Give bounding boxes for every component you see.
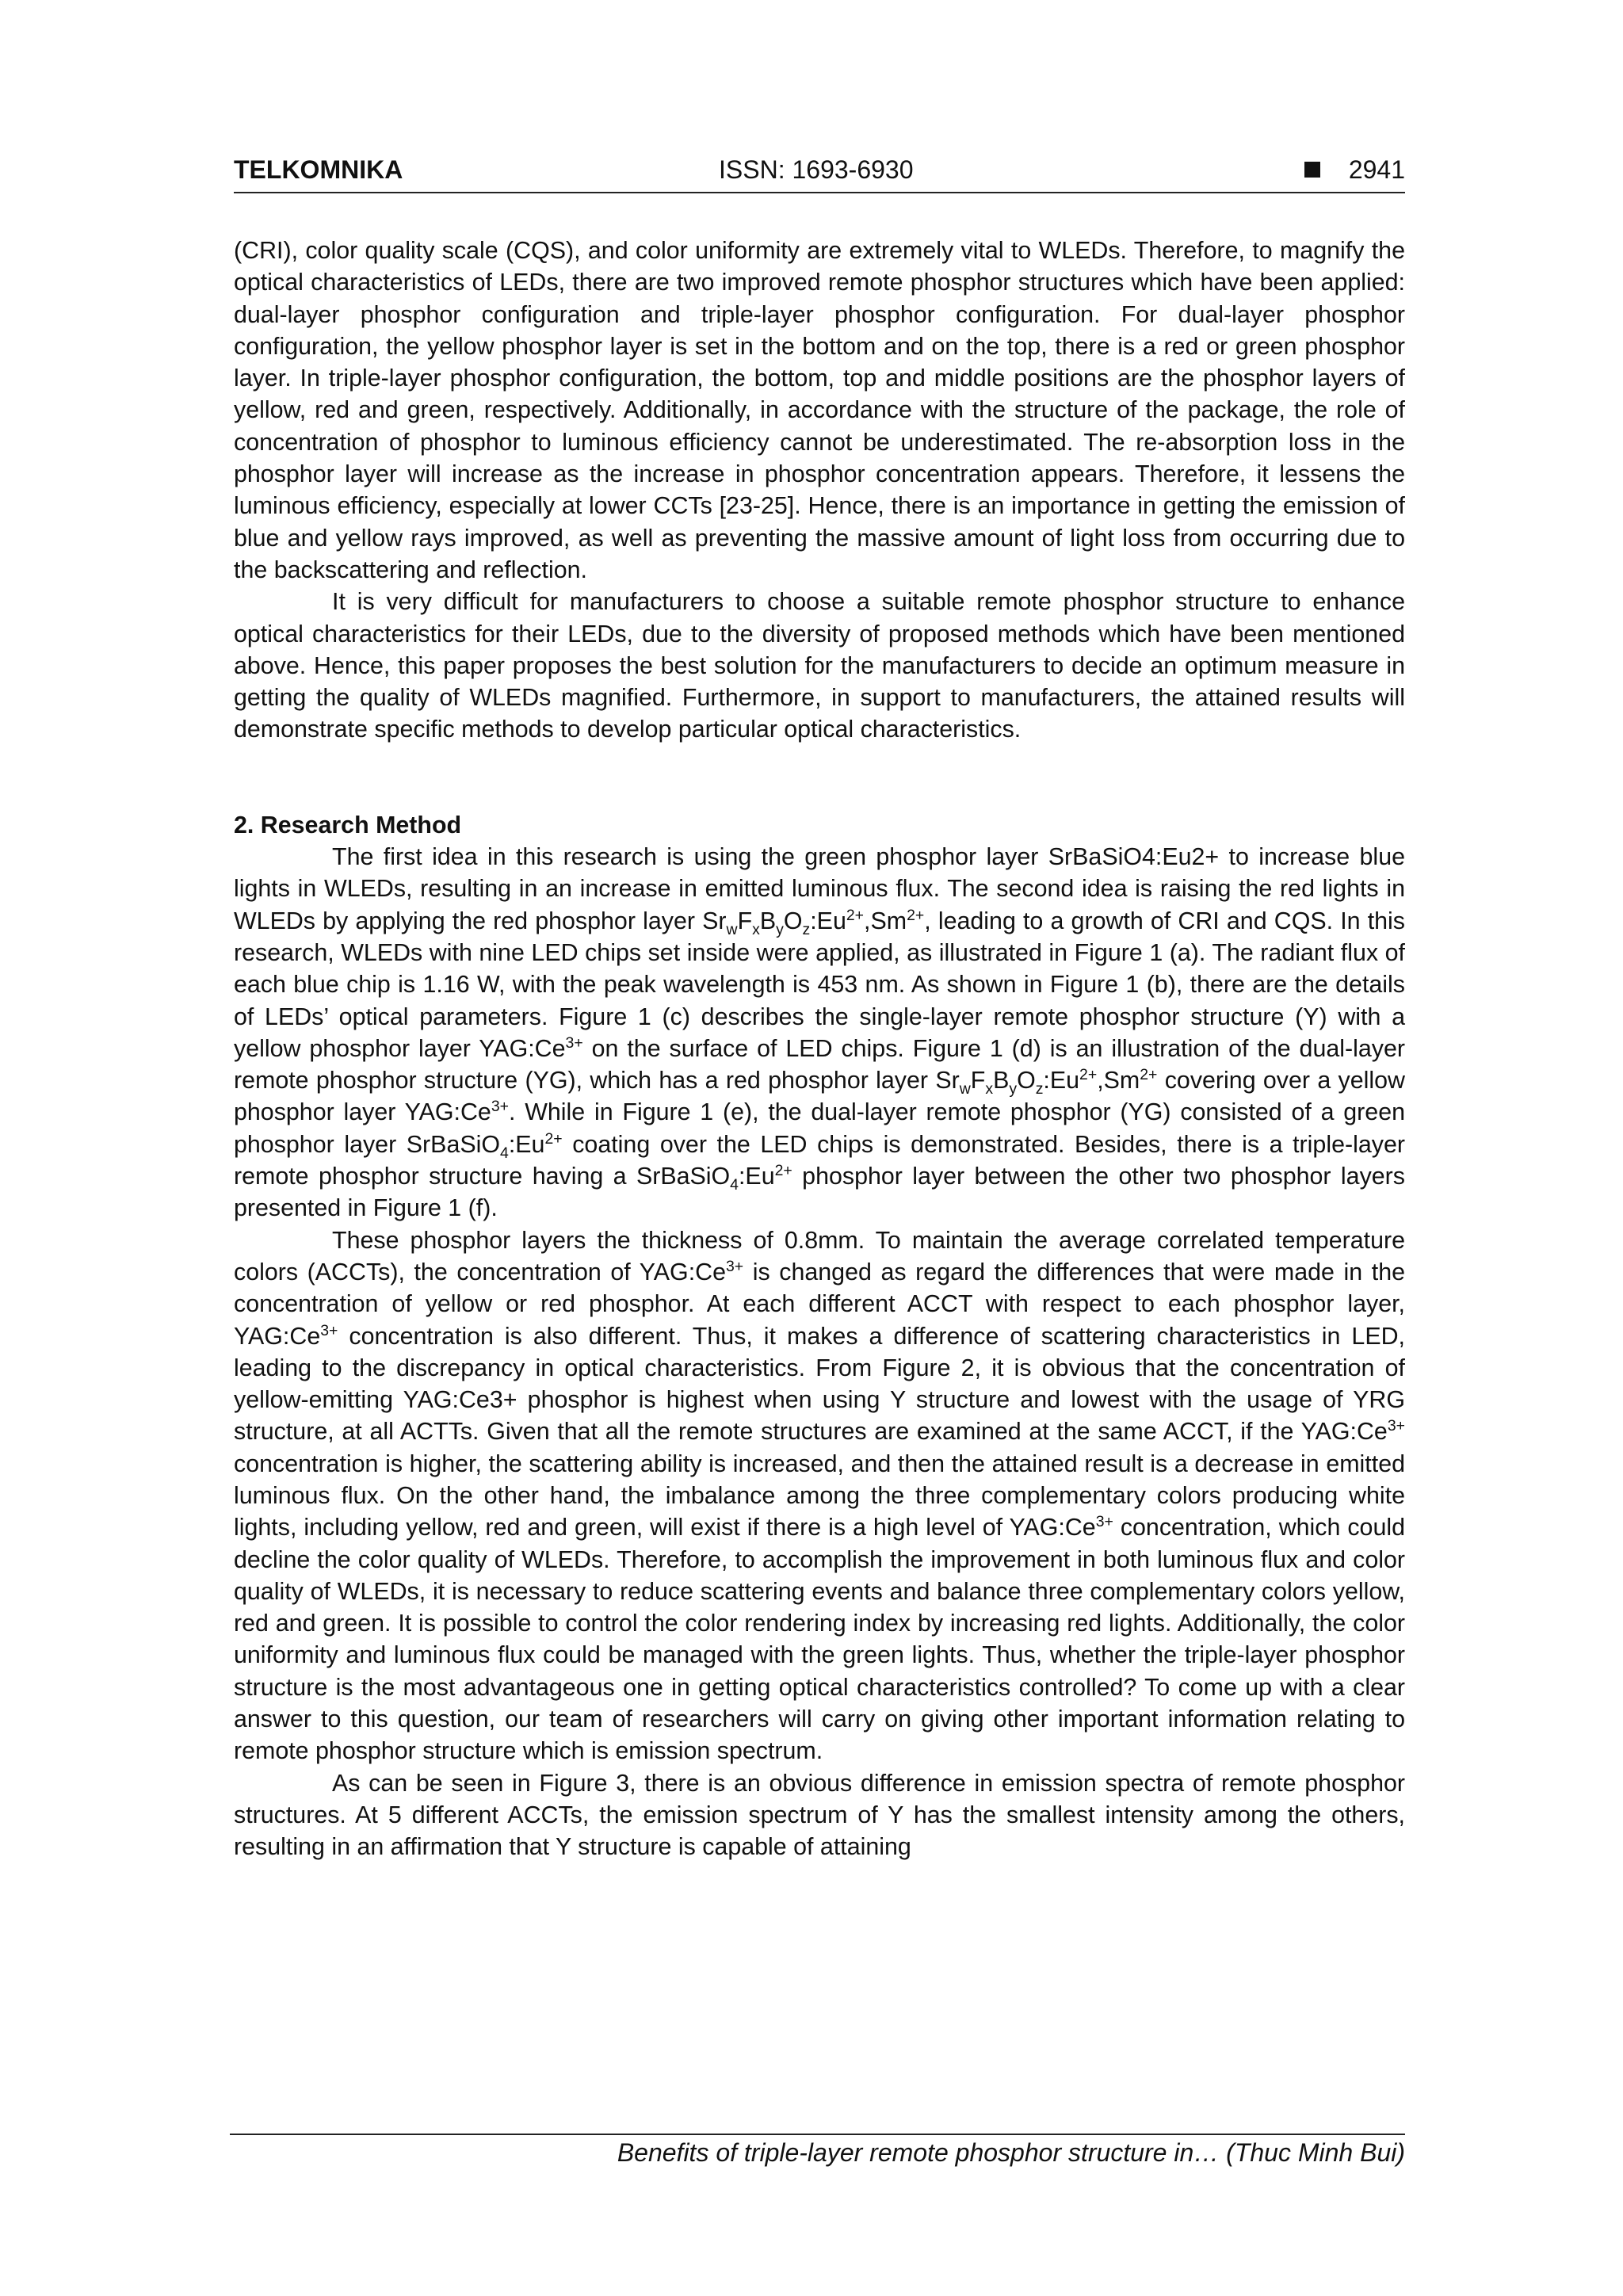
paragraph: These phosphor layers the thickness of 0.8mm. To maintain the average correlated temperature colors (ACCTs), the concentration of $YAG:Ce^{3+}$ is changed as regard the differences that were made in the concentration of yellow or red phosphor. At each different ACCT with respect to each phosphor layer, $YAG:Ce^{3+}$ concentration is also different. Thus, it makes a difference of scattering characteristics in LED, leading to the discrepancy in optical characteristics. From Figure 2, it is obvious that the concentration of yellow-emitting YAG:Ce3+ phosphor is highest when using Y structure and lowest with the usage of YRG structure, at all ACTTs. Given that all the remote structures are examined at the same ACCT, if the $YAG:Ce^{3+}$ concentration is higher, the scattering ability is increased, and then the attained result is a decrease in emitted luminous flux. On the other hand, the imbalance among the three complementary colors producing white lights, including yellow, red and green, will exist if there is a high level of $YAG:Ce^{3+}$ concentration, which could decline the color quality of WLEDs. Therefore, to accomplish the improvement in both luminous flux and color quality of WLEDs, it is necessary to reduce scattering events and balance three complementary colors yellow, red and green. It is possible to control the color rendering index by increasing red lights. Additionally, the color uniformity and luminous flux could be managed with the green lights. Thus, whether the triple-layer phosphor structure is the most advantageous one in getting optical characteristics controlled? To come up with a clear answer to this question, our team of researchers will carry on giving other important information relating to remote phosphor structure which is emission spectrum. (234, 1226, 1406, 1765)
page-number-block (1304, 155, 1405, 185)
paragraph: As can be seen in Figure 3, there is an obvious difference in emission spectra of remote phosphor structures. At 5 different ACCTs, the emission spectrum of Y has the smallest intensity among the others, resulting in an affirmation that Y structure is capable of attaining (234, 1769, 1405, 1861)
running-footer: Benefits of triple-layer remote phosphor structure in… (Thuc Minh Bui) (617, 2138, 1405, 2167)
journal-name: TELKOMNIKA (234, 155, 403, 184)
square-bullet-icon (1304, 162, 1320, 178)
page-number: 2941 (1348, 155, 1405, 184)
body-text (234, 235, 1405, 1863)
running-header (234, 155, 1405, 193)
paragraph: The first idea in this research is using the green phosphor layer SrBaSiO4:Eu2+ to increase blue lights in WLEDs, resulting in an increase in emitted luminous flux. The second idea is raising the red lights in WLEDs by applying the red phosphor layer $Sr_wF_xB_yO_z:Eu^{2+},Sm^{2+}$, leading to a growth of CRI and CQS. In this research, WLEDs with nine LED chips set inside were applied, as illustrated in Figure 1 (a). The radiant flux of each blue chip is 1.16 W, with the peak wavelength is 453 nm. As shown in Figure 1 (b), there are the details of LEDs’ optical parameters. Figure 1 (c) describes the single-layer remote phosphor structure (Y) with a yellow phosphor layer $YAG:Ce^{3+}$ on the surface of LED chips. Figure 1 (d) is an illustration of the dual-layer remote phosphor structure (YG), which has a red phosphor layer $Sr_wF_xB_yO_z:Eu^{2+},Sm^{2+}$ covering over a yellow phosphor layer $YAG:Ce^{3+}$. While in Figure 1 (e), the dual-layer remote phosphor (YG) consisted of a green phosphor layer $SrBaSiO_4:Eu^{2+}$ coating over the LED chips is demonstrated. Besides, there is a triple-layer remote phosphor structure having a $SrBaSiO_4:Eu^{2+}$ phosphor layer between the other two phosphor layers presented in Figure 1 (f). (234, 843, 1406, 1222)
paragraph: (CRI), color quality scale (CQS), and color uniformity are extremely vital to WLEDs. Therefore, to magnify the optical characteristics of LEDs, there are two improved remote phosphor structures which have been applied: dual-layer phosphor configuration and triple-layer phosphor configuration. For dual-layer phosphor configuration, the yellow phosphor layer is set in the bottom and on the top, there is a red or green phosphor layer. In triple-layer phosphor configuration, the bottom, top and middle positions are the phosphor layers of yellow, red and green, respectively. Additionally, in accordance with the structure of the package, the role of concentration of phosphor to luminous efficiency cannot be underestimated. The re-absorption loss in the phosphor layer will increase as the increase in phosphor concentration appears. Therefore, it lessens the luminous efficiency, especially at lower CCTs [23-25]. Hence, there is an importance in getting the emission of blue and yellow rays improved, as well as preventing the massive amount of light loss from occurring due to the backscattering and reflection. (234, 237, 1405, 583)
issn-label: ISSN: 1693-6930 (719, 155, 914, 184)
paragraph: It is very difficult for manufacturers to choose a suitable remote phosphor structure to enhance optical characteristics for their LEDs, due to the diversity of proposed methods which have been mentioned above. Hence, this paper proposes the best solution for the manufacturers to decide an optimum measure in getting the quality of WLEDs magnified. Furthermore, in support to manufacturers, the attained results will demonstrate specific methods to develop particular optical characteristics. (234, 588, 1405, 743)
section-heading: 2. Research Method (234, 811, 462, 839)
footer-rule (230, 2134, 1405, 2135)
